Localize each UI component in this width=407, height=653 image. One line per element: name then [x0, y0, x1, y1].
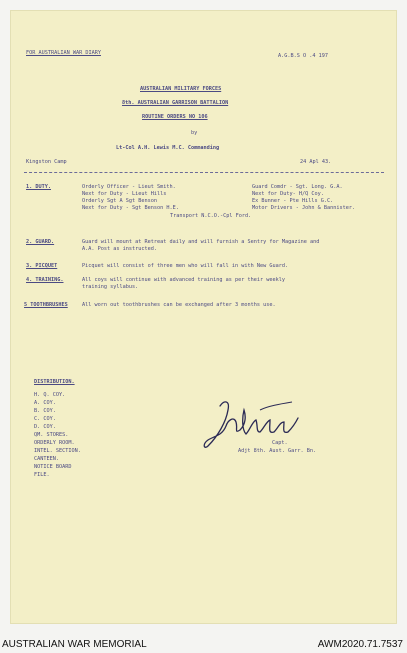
heading-line-1: AUSTRALIAN MILITARY FORCES — [140, 86, 222, 92]
item-label-guard: 2. GUARD. — [26, 239, 55, 245]
distribution-item: H. Q. COY. — [34, 392, 66, 398]
archive-accession-number: AWM2020.71.7537 — [317, 639, 403, 650]
duty-right-2: Next for Duty- H/Q Coy. — [252, 191, 324, 197]
training-line-1: All coys will continue with advanced training as per their weekly — [82, 277, 286, 283]
reference-number: A.G.B.S O .4 197 — [278, 53, 328, 59]
duty-left-3: Orderly Sgt A Sgt Benson — [82, 198, 157, 204]
signatory-rank: Capt. — [272, 440, 288, 446]
signatory-appointment: Adjt 8th. Aust. Garr. Bn. — [238, 448, 317, 454]
distribution-list — [34, 392, 81, 478]
place: Kingston Camp — [26, 159, 67, 165]
guard-line-1: Guard will mount at Retreat daily and will furnish a Sentry for Magazine and — [82, 239, 320, 245]
distribution-item: C. COY. — [34, 416, 56, 422]
distribution-title: DISTRIBUTION. — [34, 379, 75, 385]
archive-name: AUSTRALIAN WAR MEMORIAL — [2, 639, 147, 650]
duty-transport: Transport N.C.O.-Cpl Ford. — [170, 213, 252, 219]
handwritten-signature — [200, 396, 310, 454]
heading-line-2: 8th. AUSTRALIAN GARRISON BATTALION — [122, 100, 229, 106]
duty-right-1: Guard Comdr - Sgt. Long. G.A. — [252, 184, 343, 190]
file-reference: FOR AUSTRALIAN WAR DIARY — [26, 50, 101, 56]
distribution-item: D. COY. — [34, 424, 56, 430]
commander-line: Lt-Col A.H. Lewis M.C. Commanding — [116, 145, 220, 151]
item-label-training: 4. TRAINING. — [26, 277, 64, 283]
toothbrushes-line-1: All worn out toothbrushes can be exchanged after 3 months use. — [82, 302, 276, 308]
item-label-duty: 1. DUTY. — [26, 184, 51, 190]
distribution-item: FILE. — [34, 472, 50, 478]
picquet-line-1: Picquet will consist of three men who will fall in with New Guard. — [82, 263, 289, 269]
duty-left-1: Orderly Officer - Lieut Smith. — [82, 184, 176, 190]
item-label-picquet: 3. PICQUET — [26, 263, 58, 269]
distribution-item: B. COY. — [34, 408, 56, 414]
distribution-item: CANTEEN. — [34, 456, 59, 462]
duty-left-2: Next for Duty - Lieut Hills — [82, 191, 167, 197]
distribution-item: ORDERLY ROOM. — [34, 440, 75, 446]
distribution-item: NOTICE BOARD — [34, 464, 72, 470]
item-label-toothbrushes: 5 TOOTHBRUSHES — [24, 302, 68, 308]
document-page — [10, 10, 397, 624]
distribution-item: A. COY. — [34, 400, 56, 406]
training-line-2: training syllabus. — [82, 284, 139, 290]
duty-left-4: Next for Duty - Sgt Benson H.E. — [82, 205, 179, 211]
heading-line-3: ROUTINE ORDERS NO 106 — [142, 114, 208, 120]
distribution-item: QM. STORES. — [34, 432, 69, 438]
guard-line-2: A.A. Post as instructed. — [82, 246, 157, 252]
date: 24 Apl 43. — [300, 159, 332, 165]
duty-right-3: Ex Bunner - Pte Hills G.C. — [252, 198, 334, 204]
archive-footer — [0, 638, 407, 653]
duty-right-4: Motor Drivers - John & Bannister. — [252, 205, 356, 211]
distribution-item: INTEL. SECTION. — [34, 448, 81, 454]
separator-line — [24, 172, 384, 173]
heading-by: by — [191, 130, 198, 136]
